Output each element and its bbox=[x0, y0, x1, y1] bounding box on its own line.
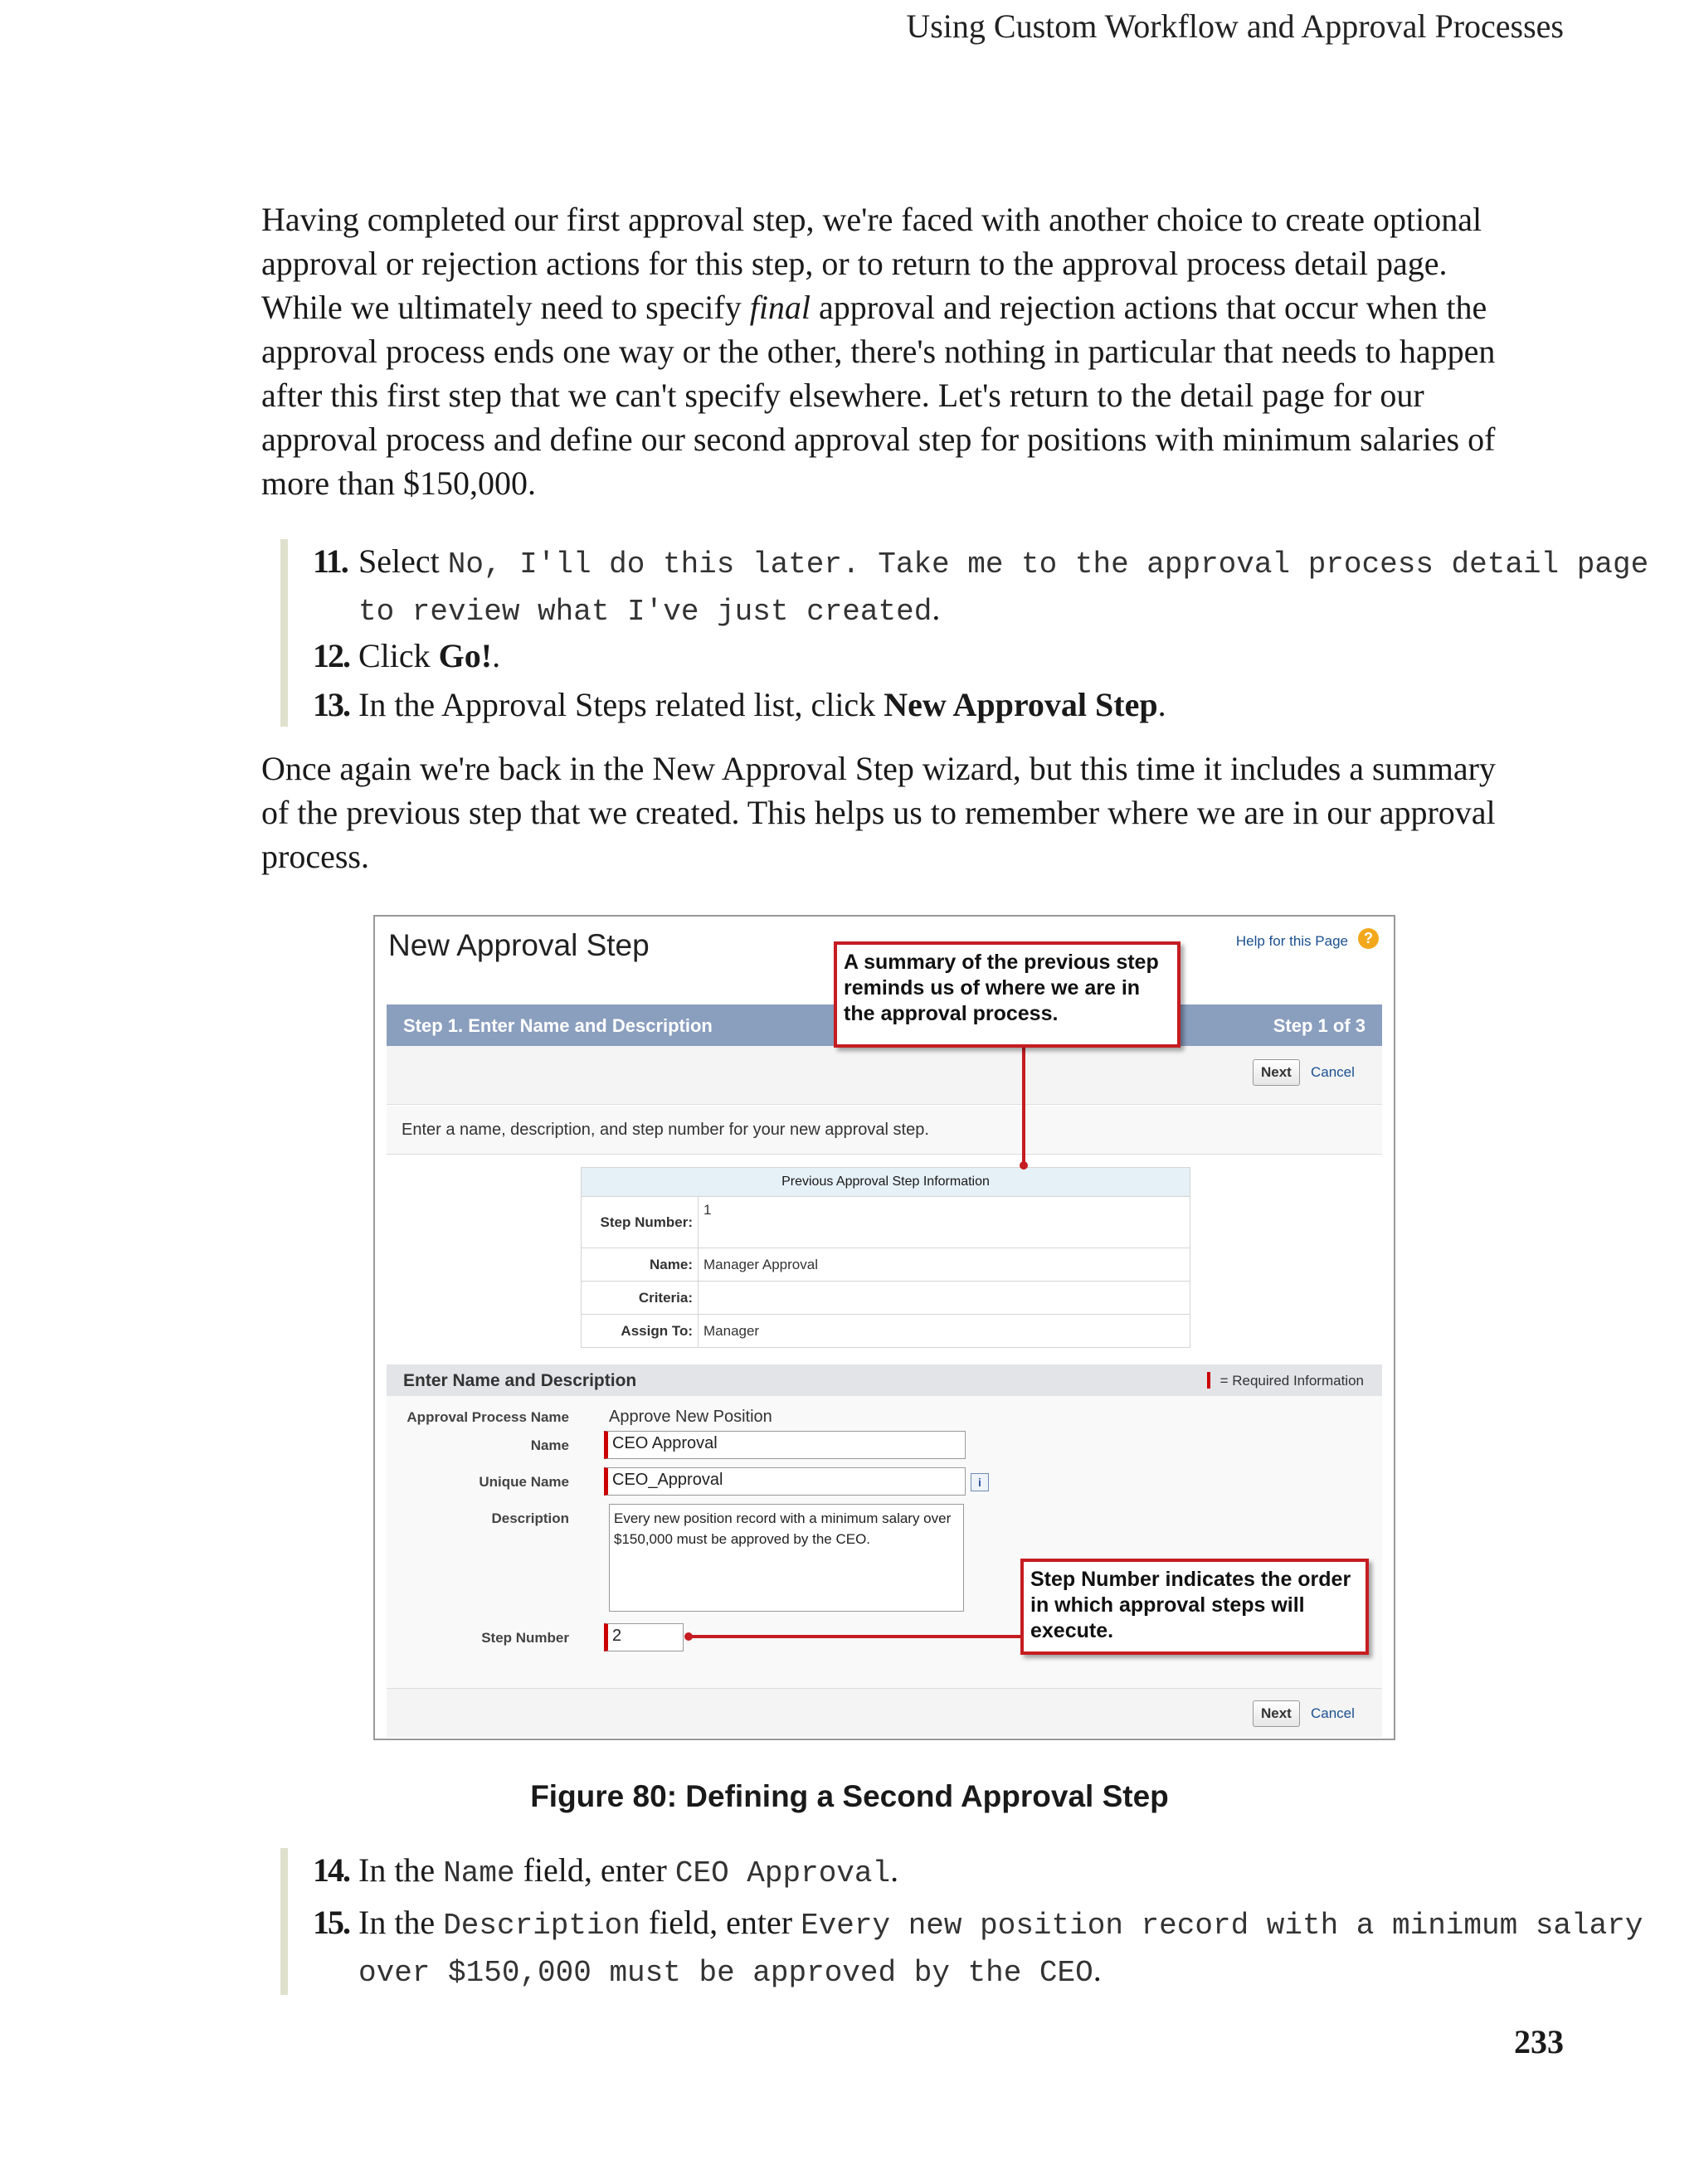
unique-name-label: Unique Name bbox=[479, 1474, 569, 1490]
step-bar-progress: Step 1 of 3 bbox=[1273, 1015, 1366, 1036]
intro-text-1: Having completed our first approval step, we're faced with another choice to create optional approval or rejection actions for this step, or to return to the approval process detail page. While we ultimately need to specify bbox=[261, 201, 1482, 326]
section-title: Enter Name and Description bbox=[403, 1371, 637, 1390]
step-punct: . bbox=[492, 637, 501, 674]
step-code: CEO Approval bbox=[674, 1856, 891, 1890]
step-bar-title: Step 1. Enter Name and Description bbox=[403, 1015, 713, 1036]
info-icon[interactable]: i bbox=[971, 1473, 989, 1491]
figure-screenshot bbox=[373, 915, 1395, 1740]
process-name-value: Approve New Position bbox=[609, 1408, 772, 1426]
step-number: 15. bbox=[313, 1904, 349, 1941]
step-text: Click bbox=[358, 637, 439, 674]
step-text: In the Approval Steps related list, click bbox=[358, 686, 884, 723]
step-11 bbox=[313, 539, 1699, 634]
description-textarea[interactable]: Every new position record with a minimum salary over $150,000 must be approved by the CEO. bbox=[609, 1504, 964, 1612]
help-icon[interactable]: ? bbox=[1358, 928, 1379, 949]
cancel-link-bottom[interactable]: Cancel bbox=[1311, 1705, 1355, 1721]
step-number: 12. bbox=[313, 637, 349, 674]
step-bold: Go! bbox=[438, 637, 493, 674]
page-number: 233 bbox=[1514, 2023, 1564, 2060]
step-code: No, I'll do this later. Take me to the approval process detail page to review what I've just created bbox=[358, 547, 1649, 629]
step-punct: . bbox=[1093, 1951, 1102, 1988]
step-number-input[interactable]: 2 bbox=[604, 1623, 684, 1651]
help-link[interactable]: Help for this Page bbox=[1235, 933, 1348, 949]
next-button-top[interactable]: Next bbox=[1253, 1059, 1300, 1086]
step-bold: New Approval Step bbox=[884, 686, 1158, 723]
description-label: Description bbox=[491, 1510, 569, 1526]
callout-step-number: Step Number indicates the order in which approval steps will execute. bbox=[1020, 1559, 1369, 1655]
step-number-label: Step Number bbox=[481, 1630, 569, 1646]
callout-top-dot bbox=[1020, 1161, 1028, 1170]
step-punct: . bbox=[932, 590, 941, 627]
next-button-bottom[interactable]: Next bbox=[1253, 1700, 1300, 1727]
step-number: 13. bbox=[313, 686, 349, 723]
instruction-text: Enter a name, description, and step number for your new approval step. bbox=[402, 1121, 929, 1139]
prev-name-label: Name: bbox=[582, 1248, 699, 1282]
running-head: Using Custom Workflow and Approval Processes bbox=[906, 7, 1564, 45]
process-name-label: Approval Process Name bbox=[406, 1409, 569, 1425]
prev-criteria-label: Criteria: bbox=[582, 1282, 699, 1315]
step-15 bbox=[313, 1900, 1699, 1995]
page-title: New Approval Step bbox=[388, 928, 650, 962]
step-punct: . bbox=[1157, 686, 1166, 723]
step-code: Name bbox=[443, 1856, 515, 1890]
step-number: 14. bbox=[313, 1851, 349, 1889]
callout-previous-step: A summary of the previous step reminds us of where we are in the approval process. bbox=[834, 941, 1181, 1048]
step-list-a bbox=[280, 539, 1699, 727]
cancel-link-top[interactable]: Cancel bbox=[1311, 1064, 1355, 1080]
step-punct: . bbox=[890, 1851, 899, 1889]
step-code: Every new position record with a minimum salary over $150,000 must be approved by the CEO bbox=[358, 1909, 1643, 1990]
middle-paragraph: Once again we're back in the New Approval Step wizard, but this time it includes a summary of the previous step that we created. This helps us to remember where we are in our approval process. bbox=[261, 750, 1496, 875]
step-text: field, enter bbox=[640, 1904, 801, 1941]
intro-text-2: approval and rejection actions that occur when the approval process ends one way or the other, there's nothing in particular that needs to happen after this first step that we can't specify elsewhere. Let's return to the detail page for our approval process and define our second approval step for positions with minimum salaries of more than $150,000. bbox=[261, 289, 1496, 502]
step-text: In the bbox=[358, 1904, 444, 1941]
intro-paragraph bbox=[261, 197, 1522, 505]
step-12 bbox=[313, 634, 1699, 678]
step-number: 11. bbox=[313, 542, 348, 580]
prev-assign-label: Assign To: bbox=[582, 1315, 699, 1348]
previous-step-table-header: Previous Approval Step Information bbox=[582, 1168, 1190, 1197]
step-text: In the bbox=[358, 1851, 444, 1889]
prev-assign-value: Manager bbox=[699, 1315, 1190, 1348]
callout-bottom-dot bbox=[684, 1632, 693, 1641]
figure-caption: Figure 80: Defining a Second Approval Step bbox=[530, 1779, 1169, 1813]
intro-emphasis: final bbox=[749, 289, 811, 326]
step-code: Description bbox=[443, 1909, 640, 1943]
step-list-b bbox=[280, 1848, 1699, 1995]
required-legend-text: = Required Information bbox=[1219, 1373, 1364, 1389]
prev-step-number-value: 1 bbox=[699, 1197, 1190, 1248]
step-text: Select bbox=[358, 542, 448, 580]
name-label: Name bbox=[530, 1437, 569, 1453]
prev-name-value: Manager Approval bbox=[699, 1248, 1190, 1282]
step-14 bbox=[313, 1848, 1699, 1895]
name-input[interactable]: CEO Approval bbox=[604, 1431, 966, 1459]
step-text: field, enter bbox=[514, 1851, 675, 1889]
unique-name-input[interactable]: CEO_Approval bbox=[604, 1467, 966, 1496]
step-13 bbox=[313, 683, 1699, 727]
label-text: Step Number: bbox=[600, 1214, 693, 1230]
